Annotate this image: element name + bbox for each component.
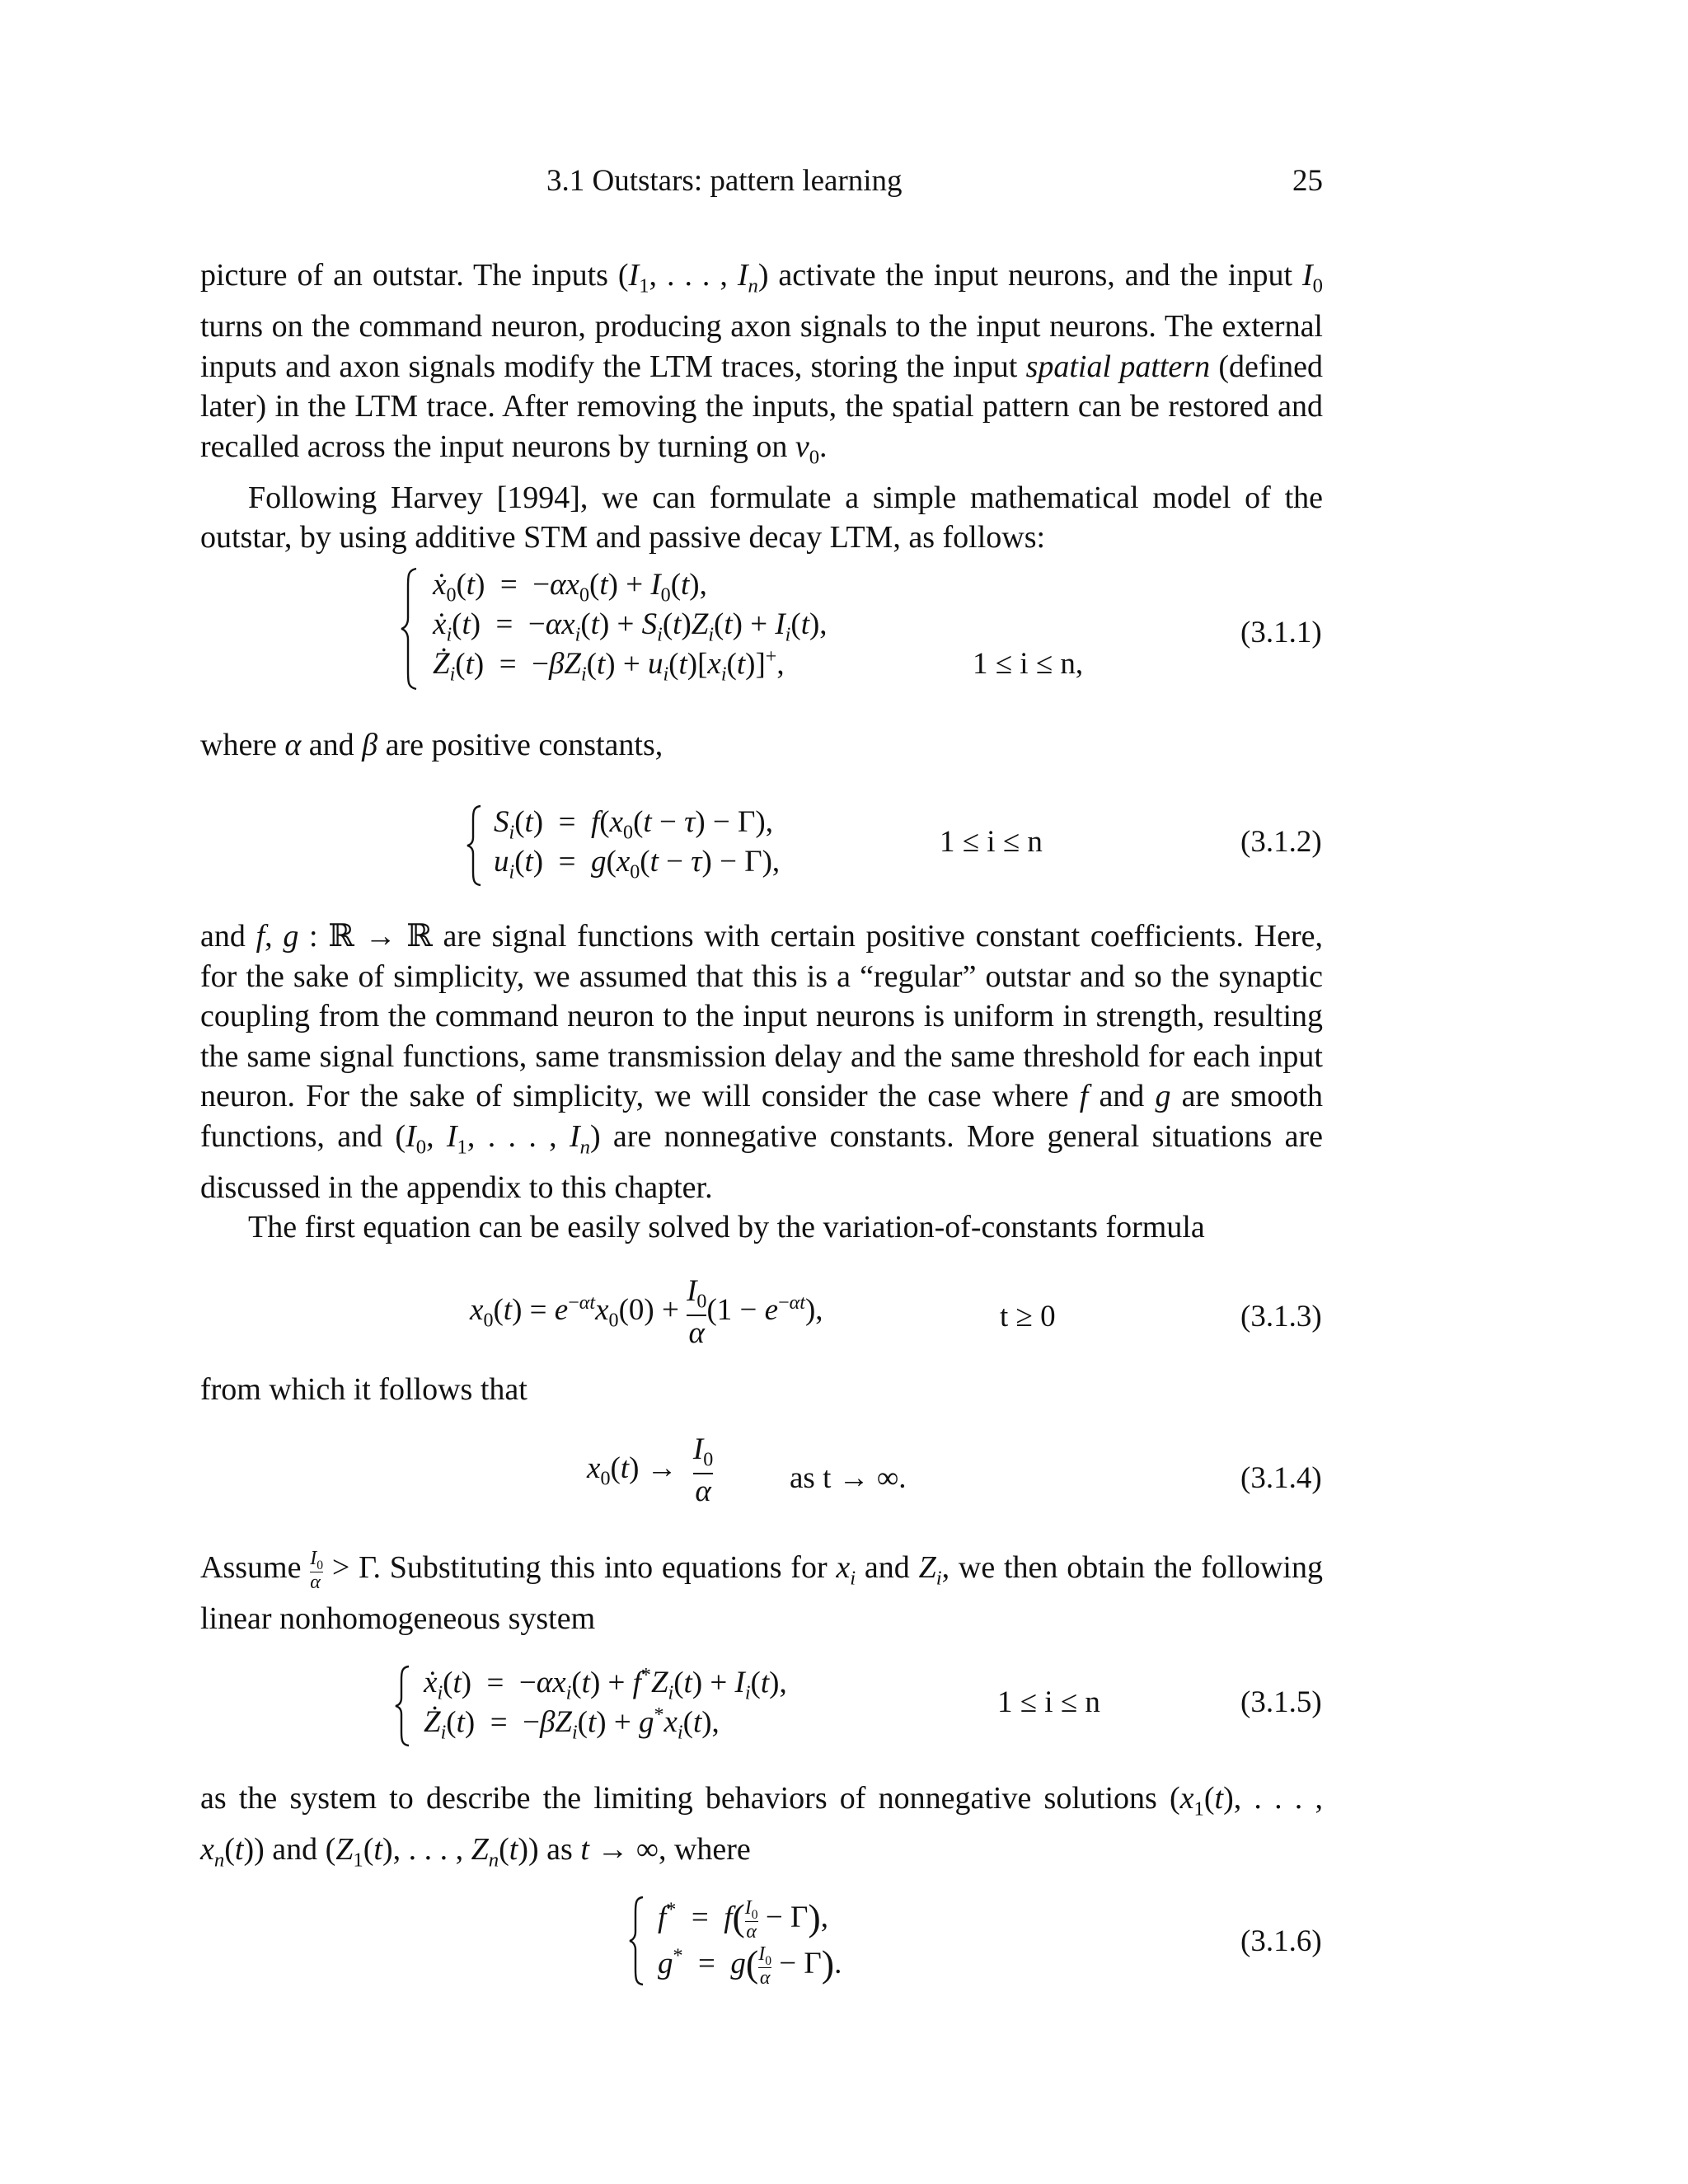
equation-number: (3.1.4) [1240, 1461, 1322, 1495]
paragraph-8: as the system to describe the limiting behaviors of nonnegative solutions ($x_1(t)$, . . . , $x_n(t)$) and ($Z_1(t)$, . . . , $Z_n(t)$) as t → ∞, where [200, 1781, 1323, 1872]
left-brace [400, 567, 420, 691]
equation-system-3-1-1: ẋ$_0$(t) = $-\alpha x_0(t) + I_0(t)$, ẋ$_i$(t) = $-\alpha x_i(t) + S_i(t)Z_i(t) + I_i(t)$, $Ż_i(t) = -\beta Z_i(t) + u_i(t)[x_i(t)]^+$, 1 ≤ i ≤ n, [400, 567, 1142, 691]
paragraph-2: Following Harvey [1994], we can formulate a simple mathematical model of the outstar, by using additive STM and passive decay LTM, as follows: [200, 480, 1323, 555]
equation-3-1-4: $x_0(t)$ → $\frac{I_0}{\alpha}$ [587, 1432, 714, 1508]
range-condition: 1 ≤ i ≤ n [940, 825, 1043, 859]
equation-number: (3.1.6) [1240, 1924, 1322, 1958]
equation-number: (3.1.5) [1240, 1685, 1322, 1719]
limit-condition: as t → ∞. [790, 1461, 907, 1495]
left-brace [394, 1665, 412, 1747]
equation-system-3-1-6: f* = f( $\frac{I_0}{\alpha}$ − Γ), g* = g( $\frac{I_0}{\alpha}$ − Γ). [628, 1896, 958, 1986]
left-brace [628, 1896, 646, 1986]
equation-number: (3.1.3) [1240, 1300, 1322, 1333]
equation-number: (3.1.1) [1240, 616, 1322, 649]
emphasis-spatial-pattern: spatial pattern [1025, 349, 1211, 384]
paragraph-5: The first equation can be easily solved by the variation-of-constants formula [248, 1210, 1205, 1245]
time-condition: t ≥ 0 [1000, 1300, 1056, 1333]
running-title: 3.1 Outstars: pattern learning [546, 164, 903, 198]
paragraph-7: Assume $\frac{I_0}{\alpha}$ > Γ. Substituting this into equations for $x_i$ and $Z_i$, we then obtain the following linear nonhomogeneous system [200, 1547, 1323, 1637]
paragraph-3: where α and β are positive constants, [200, 728, 663, 762]
left-brace [466, 804, 484, 887]
paragraph-1: picture of an outstar. The inputs ($I_1$, . . . , $I_n$) activate the input neurons, and the input $I_0$ turns on the command neuron, producing axon signals to the input neurons. The external inputs and axon signals modify the LTM traces, storing the input spatial pattern (defined later) in the LTM trace. After removing the inputs, the spatial pattern can be restored and recalled across the input neurons by turning on $v_0$. Following Harvey [1994], we can formulate a simple mathematical model of the outstar, by using additive STM and passive decay LTM, as follows: [200, 255, 1323, 558]
range-condition: 1 ≤ i ≤ n [997, 1685, 1100, 1719]
range-condition: 1 ≤ i ≤ n [973, 647, 1076, 681]
page-number: 25 [1292, 164, 1323, 198]
paragraph-4: and f, g : ℝ → ℝ are signal functions with certain positive constant coefficients. Here, for the sake of simplicity, we assumed that this is a “regular” outstar and so the synaptic coupling from the command neuron to the input neurons is uniform in strength, resulting the same signal functions, same transmission delay and the same threshold for each input neuron. For the sake of simplicity, we will consider the case where f and g are smooth functions, and ($I_0$, $I_1$, . . . , $I_n$) are nonnegative constants. More general situations are discussed in the appendix to this chapter. The first equation can be easily solved by the variation-of-constants formula [200, 916, 1323, 1248]
equation-3-1-3: $x_0(t) = e^{-\alpha t}x_0(0)$ + $\frac{I_0}{\alpha}$ $(1 - e^{-\alpha t})$, [470, 1274, 823, 1350]
equation-system-3-1-2: $S_i(t) = f(x_0(t - \tau) - \Gamma)$, $u_i(t) = g(x_0(t - \tau) - \Gamma)$, 1 ≤ i ≤ n [466, 804, 1125, 887]
equation-number: (3.1.2) [1240, 825, 1322, 859]
paragraph-6: from which it follows that [200, 1372, 528, 1407]
equation-system-3-1-5: ẋ$_i$(t) = $-\alpha x_i(t) + f^*Z_i(t) + I_i(t)$, $Ż_i(t) = -\beta Z_i(t) + g^*x_i(t)$, 1 ≤ i ≤ n [394, 1665, 1152, 1747]
